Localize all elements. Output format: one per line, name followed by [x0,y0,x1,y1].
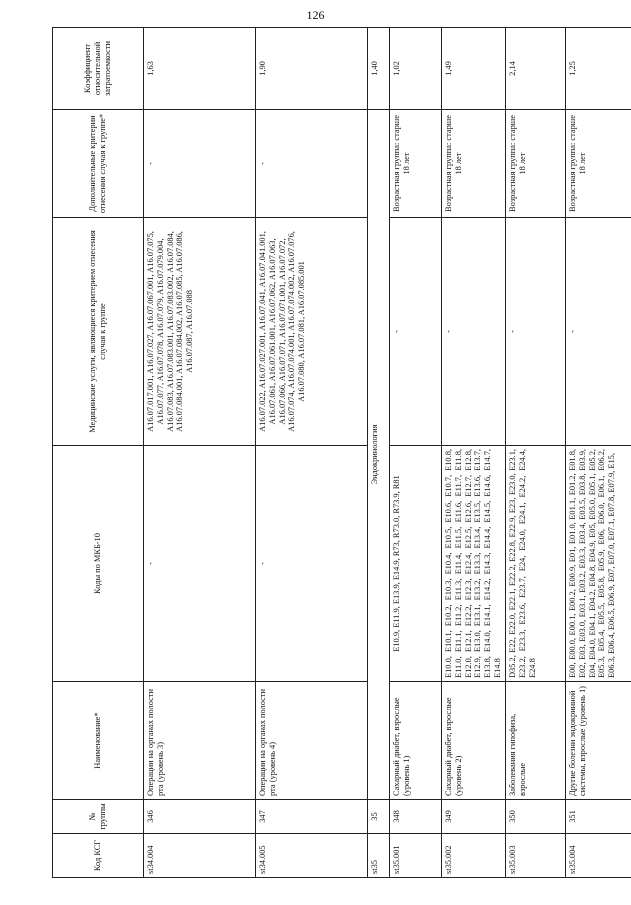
table-row [256,28,368,878]
group-number: 350 [506,800,566,834]
group-name: Сахарный диабет, взрослые (уровень 1) [390,682,442,800]
group-number: 346 [144,800,256,834]
section-title: Эндокринология [368,110,390,800]
section-coefficient: 1,40 [368,28,390,110]
group-name: Сахарный диабет, взрослые (уровень 2) [442,682,506,800]
group-name: Операции на органах полости рта (уровень 3) [144,682,256,800]
cost-coefficient: 1,63 [144,28,256,110]
medical-services: - [390,218,442,446]
icd-codes: E00, E00.0, E00.1, E00.2, E00.9, E01, E01.0, E01.1, E01.2, E01.8, E02, E03, E03.0, E03.1, E03.2, E03.3, E03.4, E03.5, E03.8, E03.9, E04, E04.0, E04.1, E04.2, E04.8, E04.9, E05, E05.0, E05.1, E05.2, E05.3, E05.4, E05.5, E05.8, E05.9, E06, E06.0, E06.1, E06.2, E06.3, E06.4, E06.5, E06.9, E07, E07.0, E07.1, E07.8, E07.9, E15, [566,446,631,682]
additional-criteria: Возрастная группа: старше 18 лет [442,110,506,218]
section-number: 35 [368,800,390,834]
header-icd-codes: Коды по МКБ-10 [53,446,144,682]
table-row [442,28,506,878]
medical-services: - [442,218,506,446]
table-row [566,28,631,878]
table-row [144,28,256,878]
group-name: Другие болезни эндокринной системы, взрослые (уровень 1) [566,682,631,800]
cost-coefficient: 1,02 [390,28,442,110]
group-number: 348 [390,800,442,834]
header-ksg-code: Код КСГ [53,834,144,878]
additional-criteria: Возрастная группа: старше 18 лет [566,110,631,218]
group-name: Заболевания гипофиза, взрослые [506,682,566,800]
ksg-code: st34.004 [144,834,256,878]
section-code: st35 [368,834,390,878]
additional-criteria: - [256,110,368,218]
icd-codes: E10.0, E10.1, E10.2, E10.3, E10.4, E10.5, E10.6, E10.7, E10.8, E11.0, E11.1, E11.2, E11.3, E11.4, E11.5, E11.6, E11.7, E11.8, E12.0, E12.1, E12.2, E12.3, E12.4, E12.5, E12.6, E12.7, E12.8, E12.9, E13.0, E13.1, E13.2, E13.3, E13.4, E13.5, E13.6, E13.7, E13.8, E14.0, E14.1, E14.2, E14.3, E14.4, E14.5, E14.6, E14.7, E14.8 [442,446,506,682]
section-row [368,28,390,878]
ksg-code: st34.005 [256,834,368,878]
table-row [390,28,442,878]
ksg-code: st35.004 [566,834,631,878]
additional-criteria: - [144,110,256,218]
group-name: Операции на органах полости рта (уровень 4) [256,682,368,800]
group-number: 351 [566,800,631,834]
header-group-number: № группы [53,800,144,834]
header-name: Наименование* [53,682,144,800]
group-number: 349 [442,800,506,834]
ksg-code: st35.003 [506,834,566,878]
ksg-code: st35.001 [390,834,442,878]
cost-coefficient: 1,90 [256,28,368,110]
group-number: 347 [256,800,368,834]
medical-services: A16.07.022, A16.07.027.001, A16.07.041, A16.07.041.001, A16.07.061, A16.07.061.001, A16.07.062, A16.07.063, A16.07.066, A16.07.071, A16.07.071.001, A16.07.072, A16.07.074, A16.07.074.001, A16.07.074.002, A16.07.076, A16.07.080, A16.07.081, A16.07.085.001 [256,218,368,446]
header-cost-coefficient: Коэффициент относительной затратоемкости [53,28,144,110]
medical-services: - [506,218,566,446]
header-medical-services: Медицинские услуги, являющиеся критерием отнесения случая к группе [53,218,144,446]
header-additional-criteria: Дополнительные критерии отнесения случая к группе* [53,110,144,218]
cost-coefficient: 1,49 [442,28,506,110]
cost-coefficient: 1,25 [566,28,631,110]
additional-criteria: Возрастная группа: старше 18 лет [506,110,566,218]
rotated-table-frame [52,28,616,878]
icd-codes: - [256,446,368,682]
medical-services: A16.07.017.001, A16.07.027, A16.07.067.001, A16.07.075, A16.07.077, A16.07.078, A16.07.079, A16.07.079.004, A16.07.083, A16.07.083.001, A16.07.083.002, A16.07.084, A16.07.084.001, A16.07.084.002, A16.07.085, A16.07.086, A16.07.087, A16.07.088 [144,218,256,446]
icd-codes: D35.2, E22, E22.0, E22.1, E22.2, E22.8, E22.9, E23, E23.0, E23.1, E23.2, E23.3, E23.6, E23.7, E24, E24.0, E24.1, E24.2, E24.4, E24.8 [506,446,566,682]
medical-services: - [566,218,631,446]
ksg-table [52,27,631,878]
cost-coefficient: 2,14 [506,28,566,110]
icd-codes: - [144,446,256,682]
table-row [506,28,566,878]
ksg-code: st35.002 [442,834,506,878]
table-header-row [53,28,144,878]
page-number: 126 [306,8,325,22]
table-container [52,28,616,878]
additional-criteria: Возрастная группа: старше 18 лет [390,110,442,218]
icd-codes: E10.9, E11.9, E13.9, E14.9, R73, R73.0, R73.9, R81 [390,446,442,682]
